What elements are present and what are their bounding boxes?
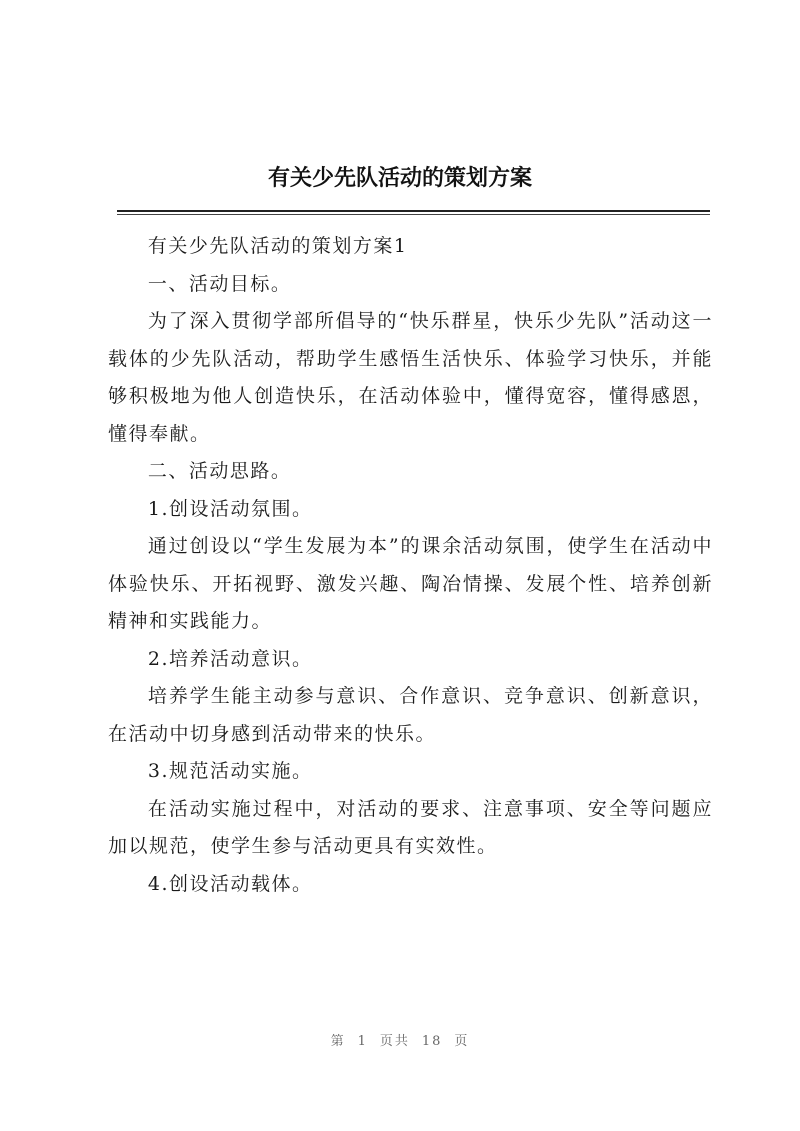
paragraph: 在活动实施过程中，对活动的要求、注意事项、安全等问题应加以规范，使学生参与活动更具有实效性。	[108, 797, 713, 857]
footer-suffix: 页	[454, 1034, 470, 1049]
page-footer	[0, 1030, 800, 1049]
footer-prefix: 第	[330, 1034, 346, 1049]
title-divider-thin	[117, 214, 710, 215]
subsection-heading: 1.创设活动氛围。	[147, 497, 313, 520]
document-title: 有关少先队活动的策划方案	[267, 166, 532, 191]
subsection-heading: 4.创设活动载体。	[147, 872, 313, 895]
subsection-heading: 3.规范活动实施。	[147, 760, 313, 782]
document-body	[108, 228, 713, 903]
paragraph: 培养学生能主动参与意识、合作意识、竞争意识、创新意识，在活动中切身感到活动带来的快乐。	[108, 685, 713, 745]
section-heading: 一、活动目标。	[147, 272, 292, 295]
title-divider	[117, 210, 710, 212]
footer-middle: 页共	[379, 1034, 410, 1049]
paragraph: 为了深入贯彻学部所倡导的“快乐群星，快乐少先队”活动这一载体的少先队活动，帮助学生感悟生活快乐、体验学习快乐，并能够积极地为他人创造快乐，在活动体验中，懂得宽容，懂得感恩，懂得奉献。	[108, 310, 713, 445]
paragraph: 通过创设以“学生发展为本”的课余活动氛围，使学生在活动中体验快乐、开拓视野、激发兴趣、陶冶情操、发展个性、培养创新精神和实践能力。	[108, 535, 713, 632]
footer-total-pages: 18	[421, 1034, 443, 1049]
subsection-heading: 2.培养活动意识。	[147, 647, 313, 670]
paragraph-heading: 有关少先队活动的策划方案1	[147, 235, 408, 257]
footer-current-page: 1	[357, 1034, 368, 1049]
section-heading: 二、活动思路。	[147, 460, 292, 482]
